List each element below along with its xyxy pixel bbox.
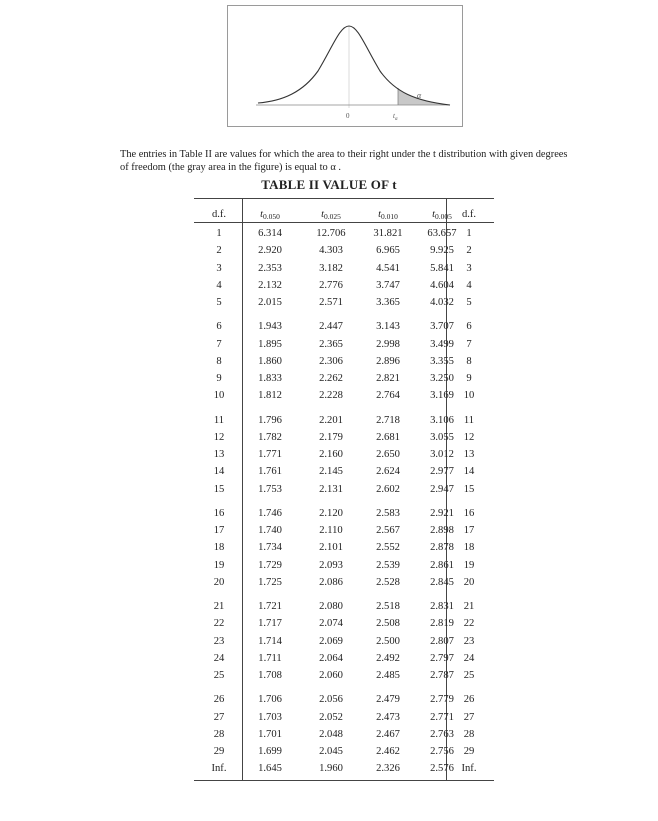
cell-df-right: 23	[463, 635, 475, 647]
cell-t-0005: 4.604	[430, 279, 454, 291]
cell-t-0010: 3.143	[376, 321, 400, 333]
cell-t-0025: 2.069	[319, 635, 343, 647]
cell-t-0050: 1.645	[258, 763, 282, 775]
cell-df: 7	[216, 338, 222, 350]
cell-df-right: 12	[463, 431, 475, 443]
cell-df-right: 18	[463, 542, 475, 554]
cell-t-0010: 2.462	[376, 746, 400, 757]
cell-df: 1	[216, 228, 222, 239]
cell-t-0005: 2.787	[430, 670, 454, 681]
t-distribution-figure	[227, 5, 463, 127]
cell-df-right: 5	[466, 297, 472, 308]
cell-t-0005: 63.657	[427, 228, 457, 239]
cell-t-0050: 1.761	[258, 466, 282, 478]
cell-df: 15	[213, 483, 225, 495]
cell-t-0050: 1.943	[258, 321, 282, 333]
alpha-label: α	[417, 91, 422, 100]
cell-t-0005: 2.756	[430, 746, 454, 757]
cell-t-0025: 2.048	[319, 728, 343, 740]
cell-t-0025: 2.160	[319, 449, 343, 460]
cell-t-0010: 2.552	[376, 542, 400, 554]
cell-df-right: 8	[466, 355, 472, 367]
table-caption	[120, 148, 590, 174]
cell-t-0010: 2.500	[376, 635, 400, 647]
cell-df: 14	[213, 466, 225, 478]
cell-t-0050: 2.920	[258, 245, 282, 257]
cell-df: 8	[216, 355, 222, 367]
cell-t-0010: 2.567	[376, 525, 400, 536]
cell-df: 2	[216, 245, 222, 257]
cell-t-0005: 2.845	[430, 576, 454, 588]
cell-t-0010: 2.518	[376, 601, 400, 612]
cell-t-0010: 2.998	[376, 338, 400, 350]
t-alpha-label: $t_\alpha$	[393, 112, 398, 122]
cell-t-0010: 3.747	[376, 279, 400, 291]
cell-t-0025: 1.960	[319, 763, 343, 775]
cell-t-0010: 3.365	[376, 297, 400, 308]
cell-t-0005: 3.707	[430, 321, 454, 333]
cell-t-0005: 2.771	[430, 711, 454, 723]
cell-df: 11	[213, 414, 225, 426]
cell-df: 29	[213, 746, 225, 757]
cell-t-0050: 1.703	[258, 711, 282, 723]
header-df: d.f.	[211, 209, 227, 220]
cell-df: 3	[216, 262, 222, 274]
cell-t-0005: 2.831	[430, 601, 454, 612]
cell-t-0025: 12.706	[316, 228, 346, 239]
cell-t-0005: 3.012	[430, 449, 454, 460]
cell-df-right: 1	[466, 228, 472, 239]
cell-t-0025: 2.447	[319, 321, 343, 333]
cell-df-right: 9	[466, 373, 472, 384]
cell-t-0050: 2.132	[258, 279, 282, 291]
cell-t-0010: 2.896	[376, 355, 400, 367]
cell-t-0010: 2.764	[376, 390, 400, 402]
cell-t-0050: 1.708	[258, 670, 282, 681]
cell-t-0050: 2.353	[258, 262, 282, 274]
cell-t-0050: 1.725	[258, 576, 282, 588]
cell-t-0025: 2.045	[319, 746, 343, 757]
cell-df: 18	[213, 542, 225, 554]
cell-df-right: 3	[466, 262, 472, 274]
cell-t-0025: 2.365	[319, 338, 343, 350]
cell-df: 23	[213, 635, 225, 647]
table-header-rule	[194, 222, 494, 223]
cell-t-0005: 2.807	[430, 635, 454, 647]
cell-df: 10	[213, 390, 225, 402]
cell-df-right: 13	[463, 449, 475, 460]
cell-t-0005: 5.841	[430, 262, 454, 274]
cell-t-0010: 2.602	[376, 483, 400, 495]
cell-t-0050: 1.833	[258, 373, 282, 384]
table-title: TABLE II VALUE OF t	[261, 177, 397, 192]
cell-df-right: 25	[463, 670, 475, 681]
cell-t-0050: 1.771	[258, 449, 282, 460]
cell-t-0010: 4.541	[376, 262, 400, 274]
cell-t-0050: 1.701	[258, 728, 282, 740]
caption-line-1: The entries in Table II are values for which the area to their right under the t distribution with given degrees	[120, 149, 568, 160]
cell-t-0010: 2.539	[376, 559, 400, 571]
header-t-0025: $t_{0.025}$	[321, 209, 341, 221]
cell-df: 25	[213, 670, 225, 681]
cell-t-0025: 2.086	[319, 576, 343, 588]
cell-df-right: 19	[463, 559, 475, 571]
cell-df: 22	[213, 618, 225, 630]
cell-t-0005: 2.576	[430, 763, 454, 775]
cell-t-0025: 2.120	[319, 507, 343, 519]
cell-t-0025: 2.145	[319, 466, 343, 478]
cell-t-0010: 31.821	[373, 228, 403, 239]
cell-t-0025: 2.131	[319, 483, 343, 495]
cell-t-0010: 2.326	[376, 763, 400, 775]
cell-t-0005: 3.106	[430, 414, 454, 426]
cell-t-0050: 1.721	[258, 601, 282, 612]
cell-t-0050: 1.812	[258, 390, 282, 402]
cell-t-0010: 2.528	[376, 576, 400, 588]
cell-t-0005: 2.763	[430, 728, 454, 740]
cell-t-0005: 2.878	[430, 542, 454, 554]
cell-df-right: 20	[463, 576, 475, 588]
cell-df-right: 4	[466, 279, 472, 291]
cell-t-0005: 2.797	[430, 652, 454, 664]
t-distribution-curve	[228, 6, 464, 128]
cell-df: 13	[213, 449, 225, 460]
cell-t-0050: 1.782	[258, 431, 282, 443]
cell-t-0010: 2.821	[376, 373, 400, 384]
cell-t-0050: 1.753	[258, 483, 282, 495]
header-t-0010: $t_{0.010}$	[378, 209, 398, 221]
cell-t-0025: 3.182	[319, 262, 343, 274]
cell-df: 4	[216, 279, 222, 291]
cell-df: 5	[216, 297, 222, 308]
cell-t-0010: 2.467	[376, 728, 400, 740]
cell-t-0025: 2.201	[319, 414, 343, 426]
cell-t-0005: 3.250	[430, 373, 454, 384]
cell-t-0010: 2.508	[376, 618, 400, 630]
header-df-right: d.f.	[461, 209, 477, 220]
cell-t-0005: 3.499	[430, 338, 454, 350]
cell-df: 20	[213, 576, 225, 588]
cell-df-right: 15	[463, 483, 475, 495]
cell-df: 24	[213, 652, 225, 664]
cell-t-0005: 3.355	[430, 355, 454, 367]
cell-df-right: 21	[463, 601, 475, 612]
cell-t-0025: 2.179	[319, 431, 343, 443]
cell-df: 12	[213, 431, 225, 443]
alpha-shaded-area	[398, 88, 447, 105]
cell-df-right: 28	[463, 728, 475, 740]
cell-t-0010: 2.624	[376, 466, 400, 478]
cell-t-0025: 2.093	[319, 559, 343, 571]
cell-t-0005: 2.898	[430, 525, 454, 536]
cell-df: 21	[213, 601, 225, 612]
cell-t-0050: 1.796	[258, 414, 282, 426]
cell-df: Inf.	[211, 763, 227, 775]
cell-t-0050: 1.714	[258, 635, 282, 647]
cell-t-0005: 3.169	[430, 390, 454, 402]
cell-t-0005: 4.032	[430, 297, 454, 308]
cell-df-right: 11	[463, 414, 475, 426]
cell-t-0025: 2.060	[319, 670, 343, 681]
cell-t-0050: 1.740	[258, 525, 282, 536]
cell-df-right: 17	[463, 525, 475, 536]
cell-df: 9	[216, 373, 222, 384]
cell-df: 26	[213, 694, 225, 706]
cell-df-right: 2	[466, 245, 472, 257]
cell-t-0025: 2.110	[319, 525, 343, 536]
cell-df-right: 14	[463, 466, 475, 478]
cell-df-right: 6	[466, 321, 472, 333]
cell-df-right: 7	[466, 338, 472, 350]
cell-t-0010: 2.492	[376, 652, 400, 664]
cell-df-right: 16	[463, 507, 475, 519]
cell-t-0050: 1.860	[258, 355, 282, 367]
header-t-0005: $t_{0.005}$	[432, 209, 452, 221]
cell-t-0025: 2.080	[319, 601, 343, 612]
cell-t-0050: 6.314	[258, 228, 282, 239]
cell-t-0010: 2.681	[376, 431, 400, 443]
cell-t-0050: 1.711	[258, 652, 282, 664]
cell-t-0025: 2.228	[319, 390, 343, 402]
cell-t-0010: 2.473	[376, 711, 400, 723]
cell-t-0005: 9.925	[430, 245, 454, 257]
cell-t-0025: 2.052	[319, 711, 343, 723]
cell-t-0050: 1.717	[258, 618, 282, 630]
cell-df-right: 27	[463, 711, 475, 723]
cell-t-0005: 2.977	[430, 466, 454, 478]
cell-t-0025: 2.101	[319, 542, 343, 554]
cell-t-0050: 1.734	[258, 542, 282, 554]
cell-df: 6	[216, 321, 222, 333]
cell-t-0005: 3.055	[430, 431, 454, 443]
zero-label: 0	[346, 112, 350, 120]
cell-df-right: Inf.	[461, 763, 477, 775]
cell-t-0010: 2.485	[376, 670, 400, 681]
cell-t-0010: 2.583	[376, 507, 400, 519]
cell-t-0005: 2.861	[430, 559, 454, 571]
caption-line-2: of freedom (the gray area in the figure) is equal to α .	[120, 162, 341, 173]
cell-df: 27	[213, 711, 225, 723]
cell-df: 17	[213, 525, 225, 536]
cell-t-0050: 1.706	[258, 694, 282, 706]
cell-t-0005: 2.921	[430, 507, 454, 519]
cell-df-right: 22	[463, 618, 475, 630]
table-top-rule	[194, 198, 494, 199]
cell-df-right: 24	[463, 652, 475, 664]
cell-df-right: 29	[463, 746, 475, 757]
cell-t-0005: 2.947	[430, 483, 454, 495]
cell-t-0025: 2.306	[319, 355, 343, 367]
cell-t-0010: 6.965	[376, 245, 400, 257]
cell-df-right: 10	[463, 390, 475, 402]
cell-t-0010: 2.718	[376, 414, 400, 426]
cell-t-0025: 2.056	[319, 694, 343, 706]
cell-t-0025: 2.074	[319, 618, 343, 630]
cell-t-0050: 1.895	[258, 338, 282, 350]
cell-t-0010: 2.479	[376, 694, 400, 706]
cell-t-0005: 2.779	[430, 694, 454, 706]
cell-df: 19	[213, 559, 225, 571]
cell-t-0050: 1.746	[258, 507, 282, 519]
cell-t-0025: 2.262	[319, 373, 343, 384]
cell-t-0050: 1.699	[258, 746, 282, 757]
header-t-0050: $t_{0.050}$	[260, 209, 280, 221]
cell-t-0025: 2.571	[319, 297, 343, 308]
cell-t-0025: 2.776	[319, 279, 343, 291]
cell-t-0025: 4.303	[319, 245, 343, 257]
cell-df: 28	[213, 728, 225, 740]
cell-t-0050: 1.729	[258, 559, 282, 571]
cell-t-0025: 2.064	[319, 652, 343, 664]
cell-t-0050: 2.015	[258, 297, 282, 308]
cell-df-right: 26	[463, 694, 475, 706]
cell-df: 16	[213, 507, 225, 519]
cell-t-0005: 2.819	[430, 618, 454, 630]
table-bottom-rule	[194, 780, 494, 781]
cell-t-0010: 2.650	[376, 449, 400, 460]
